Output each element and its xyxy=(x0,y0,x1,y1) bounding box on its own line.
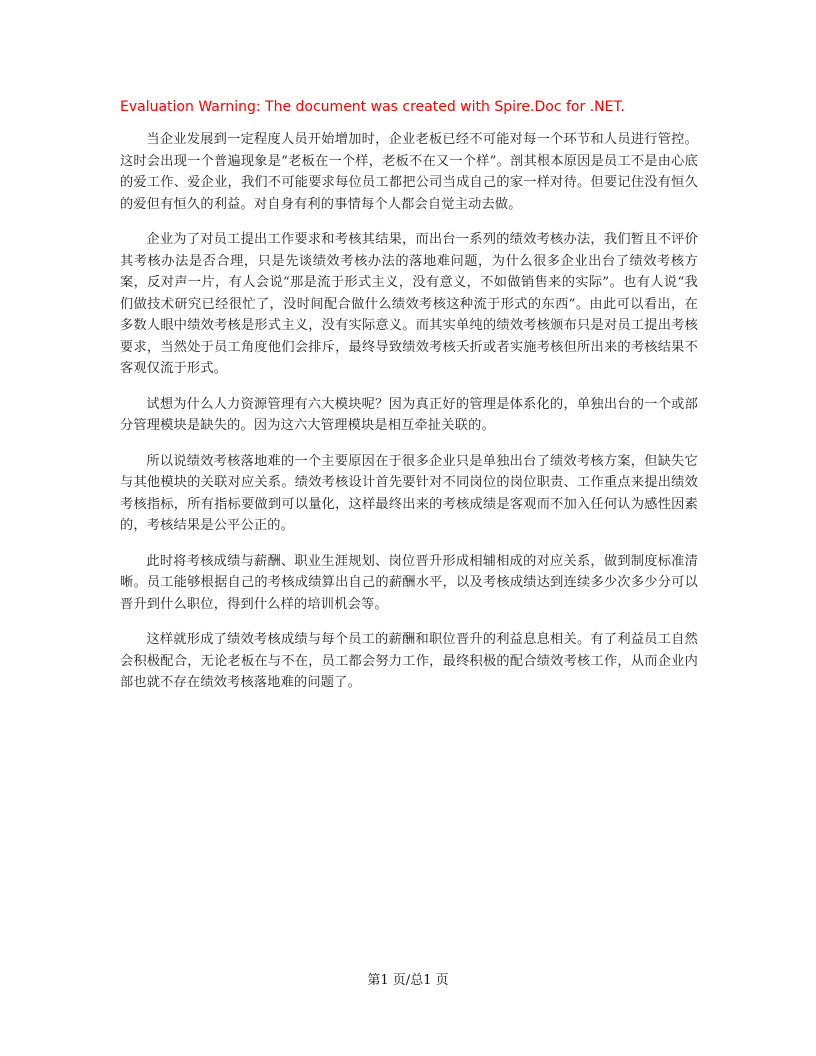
paragraph-4: 所以说绩效考核落地难的一个主要原因在于很多企业只是单独出台了绩效考核方案，但缺失它与其他模块的关联对应关系。绩效考核设计首先要针对不同岗位的岗位职责、工作重点来提出绩效考核指标，所有指标要做到可以量化，这样最终出来的考核成绩是客观而不加入任何认为感性因素的，考核结果是公平公正的。 xyxy=(120,453,698,533)
document-body xyxy=(120,129,698,708)
page-footer: 第1 页/总1 页 xyxy=(367,973,449,988)
paragraph-3: 试想为什么人力资源管理有六大模块呢？因为真正好的管理是体系化的，单独出台的一个或部分管理模块是缺失的。因为这六大管理模块是相互牵扯关联的。 xyxy=(120,396,698,433)
paragraph-2: 企业为了对员工提出工作要求和考核其结果，而出台一系列的绩效考核办法，我们暂且不评价其考核办法是否合理，只是先谈绩效考核办法的落地难问题，为什么很多企业出台了绩效考核方案，反对声一片，有人会说“那是流于形式主义，没有意义，不如做销售来的实际”。也有人说“我们做技术研究已经很忙了，没时间配合做什么绩效考核这种流于形式的东西”。由此可以看出，在多数人眼中绩效考核是形式主义，没有实际意义。而其实单纯的绩效考核颁布只是对员工提出考核要求，当然处于员工角度他们会排斥，最终导致绩效考核夭折或者实施考核但所出来的考核结果不客观仅流于形式。 xyxy=(120,232,698,376)
paragraph-5: 此时将考核成绩与薪酬、职业生涯规划、岗位晋升形成相辅相成的对应关系，做到制度标准清晰。员工能够根据自己的考核成绩算出自己的薪酬水平，以及考核成绩达到连续多少次多少分可以晋升到什么职位，得到什么样的培训机会等。 xyxy=(120,553,698,612)
paragraph-6: 这样就形成了绩效考核成绩与每个员工的薪酬和职位晋升的利益息息相关。有了利益员工自然会积极配合，无论老板在与不在，员工都会努力工作，最终积极的配合绩效考核工作，从而企业内部也就不存在绩效考核落地难的问题了。 xyxy=(120,632,698,690)
evaluation-warning: Evaluation Warning: The document was created with Spire.Doc for .NET. xyxy=(120,99,625,115)
paragraph-1: 当企业发展到一定程度人员开始增加时，企业老板已经不可能对每一个环节和人员进行管控。这时会出现一个普遍现象是“老板在一个样，老板不在又一个样”。剖其根本原因是员工不是由心底的爱工作、爱企业，我们不可能要求每位员工都把公司当成自己的家一样对待。但要记住没有恒久的爱但有恒久的利益。对自身有利的事情每个人都会自觉主动去做。 xyxy=(120,132,698,212)
